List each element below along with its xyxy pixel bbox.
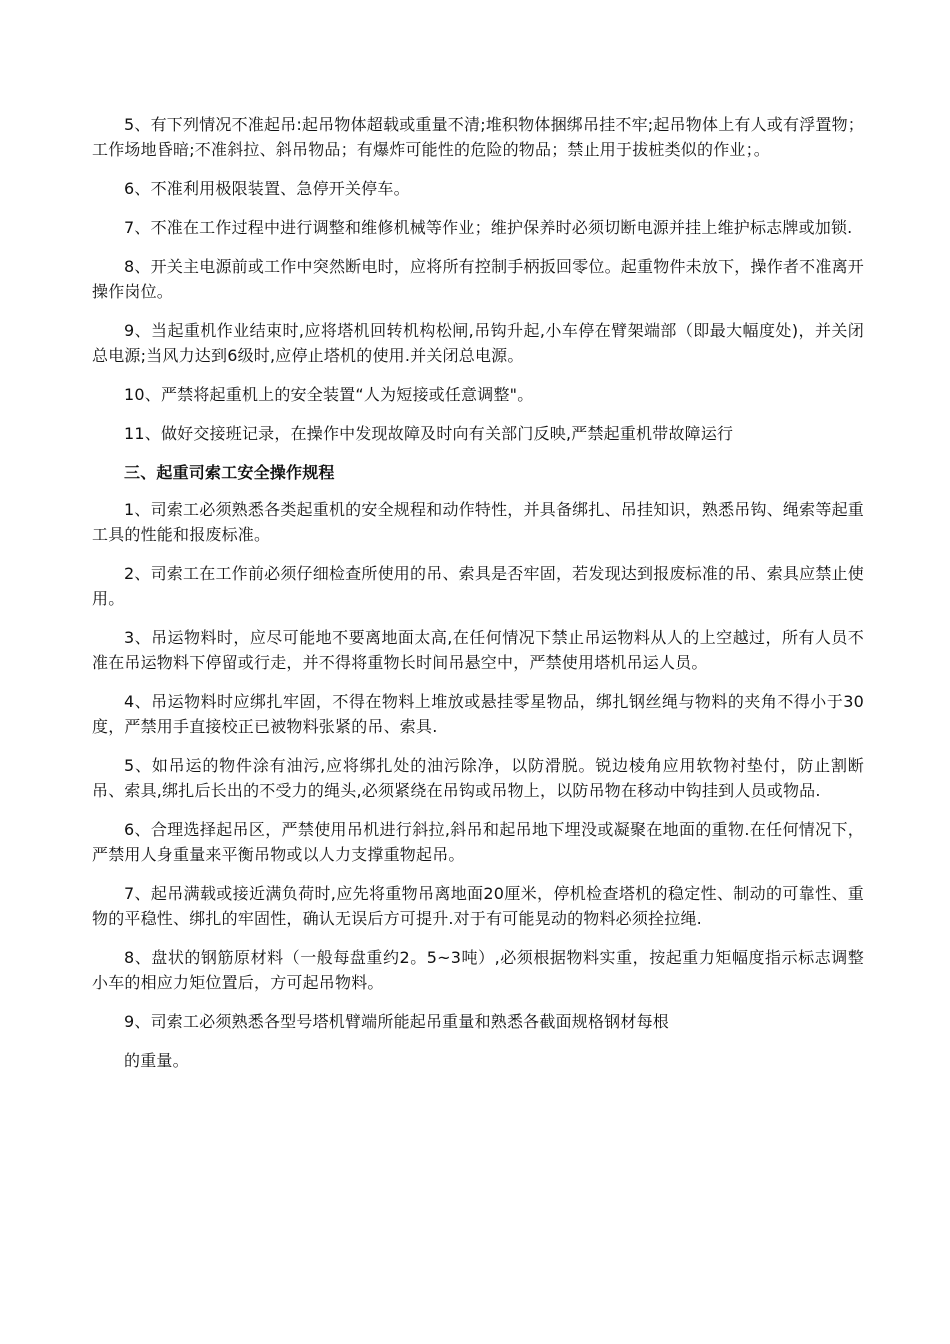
paragraph-rule-9: 9、当起重机作业结束时,应将塔机回转机构松闸,吊钩升起,小车停在臂架端部（即最大幅度处)，并关闭总电源;当风力达到6级时,应停止塔机的使用.并关闭总电源。	[92, 321, 864, 365]
paragraph-rigger-9: 9、司索工必须熟悉各型号塔机臂端所能起吊重量和熟悉各截面规格钢材每根	[124, 1012, 669, 1031]
paragraph-rule-7: 7、不准在工作过程中进行调整和维修机械等作业；维护保养时必须切断电源并挂上维护标志牌或加锁.	[124, 218, 853, 237]
paragraph-rigger-9-continued: 的重量。	[124, 1051, 189, 1070]
paragraph-rigger-2: 2、司索工在工作前必须仔细检查所使用的吊、索具是否牢固，若发现达到报废标准的吊、索具应禁止使用。	[92, 564, 864, 608]
paragraph-rigger-5: 5、如吊运的物件涂有油污,应将绑扎处的油污除净，以防滑脱。锐边棱角应用软物衬垫付，防止割断吊、索具,绑扎后长出的不受力的绳头,必须紧绕在吊钩或吊物上，以防吊物在移动中钩挂到人员或物品.	[92, 756, 864, 800]
paragraph-rule-6: 6、不准利用极限装置、急停开关停车。	[124, 179, 410, 198]
paragraph-rigger-1: 1、司索工必须熟悉各类起重机的安全规程和动作特性，并具备绑扎、吊挂知识，熟悉吊钩、绳索等起重工具的性能和报废标准。	[92, 500, 864, 544]
paragraph-rigger-7: 7、起吊满载或接近满负荷时,应先将重物吊离地面20厘米，停机检查塔机的稳定性、制动的可靠性、重物的平稳性、绑扎的牢固性，确认无误后方可提升.对于有可能晃动的物料必须拴拉绳.	[92, 884, 864, 928]
paragraph-rigger-6: 6、合理选择起吊区，严禁使用吊机进行斜拉,斜吊和起吊地下埋没或凝聚在地面的重物.在任何情况下，严禁用人身重量来平衡吊物或以人力支撑重物起吊。	[92, 820, 864, 864]
document-page	[92, 112, 864, 1087]
paragraph-rule-5: 5、有下列情况不准起吊:起吊物体超载或重量不清;堆积物体捆绑吊挂不牢;起吊物体上有人或有浮置物；工作场地昏暗;不准斜拉、斜吊物品；有爆炸可能性的危险的物品；禁止用于拔桩类似的作业；。	[92, 115, 864, 159]
paragraph-rule-11: 11、做好交接班记录，在操作中发现故障及时向有关部门反映,严禁起重机带故障运行	[124, 424, 734, 443]
section-heading: 三、起重司索工安全操作规程	[124, 463, 335, 482]
paragraph-rigger-4: 4、吊运物料时应绑扎牢固，不得在物料上堆放或悬挂零星物品，绑扎钢丝绳与物料的夹角不得小于30度，严禁用手直接校正已被物料张紧的吊、索具.	[92, 692, 864, 736]
paragraph-rule-8: 8、开关主电源前或工作中突然断电时，应将所有控制手柄扳回零位。起重物件未放下，操作者不准离开操作岗位。	[92, 257, 864, 301]
paragraph-rigger-8: 8、盘状的钢筋原材料（一般每盘重约2。5~3吨）,必须根据物料实重，按起重力矩幅度指示标志调整小车的相应力矩位置后，方可起吊物料。	[92, 948, 864, 992]
paragraph-rigger-3: 3、吊运物料时，应尽可能地不要离地面太高,在任何情况下禁止吊运物料从人的上空越过，所有人员不准在吊运物料下停留或行走，并不得将重物长时间吊悬空中，严禁使用塔机吊运人员。	[92, 628, 864, 672]
paragraph-rule-10: 10、严禁将起重机上的安全装置“人为短接或任意调整"。	[124, 385, 534, 404]
